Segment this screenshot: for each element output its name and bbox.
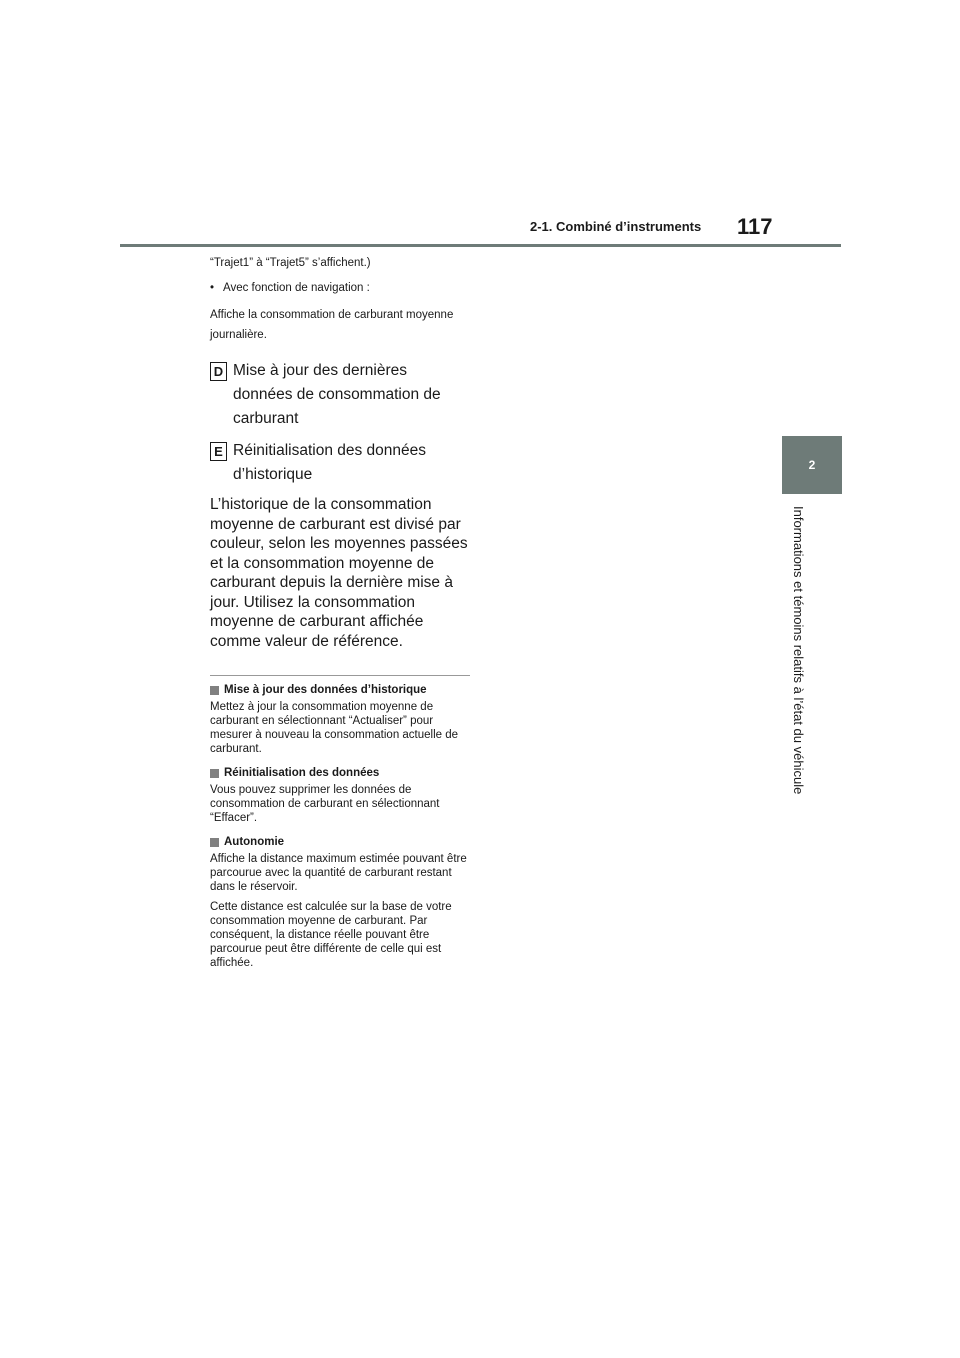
continuation-text: “Trajet1” à “Trajet5” s’affichent.): [210, 257, 371, 269]
step-item-d: [210, 359, 470, 431]
square-bullet-icon: [210, 838, 219, 847]
page-number: 117: [737, 214, 773, 239]
bullet-item: [210, 281, 470, 296]
history-paragraph: L’historique de la consommation moyenne de carburant est divisé par couleur, selon les moyennes passées et la consommation moyenne de carburant depuis la dernière mise à jour. Utilisez la consommation moyenne de carburant affichée comme valeur de référence.: [210, 496, 468, 650]
note-paragraph: Cette distance est calculée sur la base de votre consommation moyenne de carburant. Par conséquent, la distance réelle pouvant être parcourue peut être différente de celle qui est affichée.: [210, 901, 452, 969]
note-heading: [210, 835, 470, 849]
description-text: Affiche la consommation de carburant moyenne journalière.: [210, 309, 454, 341]
note-heading: [210, 683, 470, 697]
notes-divider: [210, 675, 470, 676]
step-text: Réinitialisation des données d’historique: [233, 442, 427, 483]
chapter-tab: [782, 436, 842, 494]
step-text: Mise à jour des dernières données de consommation de carburant: [233, 362, 441, 427]
note-paragraph: Vous pouvez supprimer les données de consommation de carburant en sélectionnant “Effacer”.: [210, 784, 440, 824]
main-content: [210, 256, 470, 980]
chapter-number: 2: [808, 458, 816, 472]
header-divider: [120, 244, 841, 247]
note-paragraph: Affiche la distance maximum estimée pouvant être parcourue avec la quantité de carburant restant dans le réservoir.: [210, 853, 467, 893]
step-letter-box: E: [210, 442, 227, 461]
square-bullet-icon: [210, 769, 219, 778]
note-heading-text: Mise à jour des données d’historique: [224, 684, 427, 696]
chapter-title: Informations et témoins relatifs à l’état du véhicule: [791, 506, 806, 795]
bullet-text: Avec fonction de navigation :: [223, 282, 370, 294]
note-data-reset: [210, 766, 470, 825]
square-bullet-icon: [210, 686, 219, 695]
note-range: [210, 835, 470, 970]
section-title: 2-1. Combiné d’instruments: [530, 219, 702, 234]
note-paragraph: Mettez à jour la consommation moyenne de carburant en sélectionnant “Actualiser” pour mesurer à nouveau la consommation actuelle de carburant.: [210, 701, 459, 755]
step-letter-box: D: [210, 362, 227, 381]
note-heading: [210, 766, 470, 780]
note-heading-text: Réinitialisation des données: [224, 767, 380, 779]
bullet-mark: •: [210, 282, 215, 294]
note-heading-text: Autonomie: [224, 836, 285, 848]
note-history-update: [210, 683, 470, 756]
step-item-e: [210, 439, 470, 487]
